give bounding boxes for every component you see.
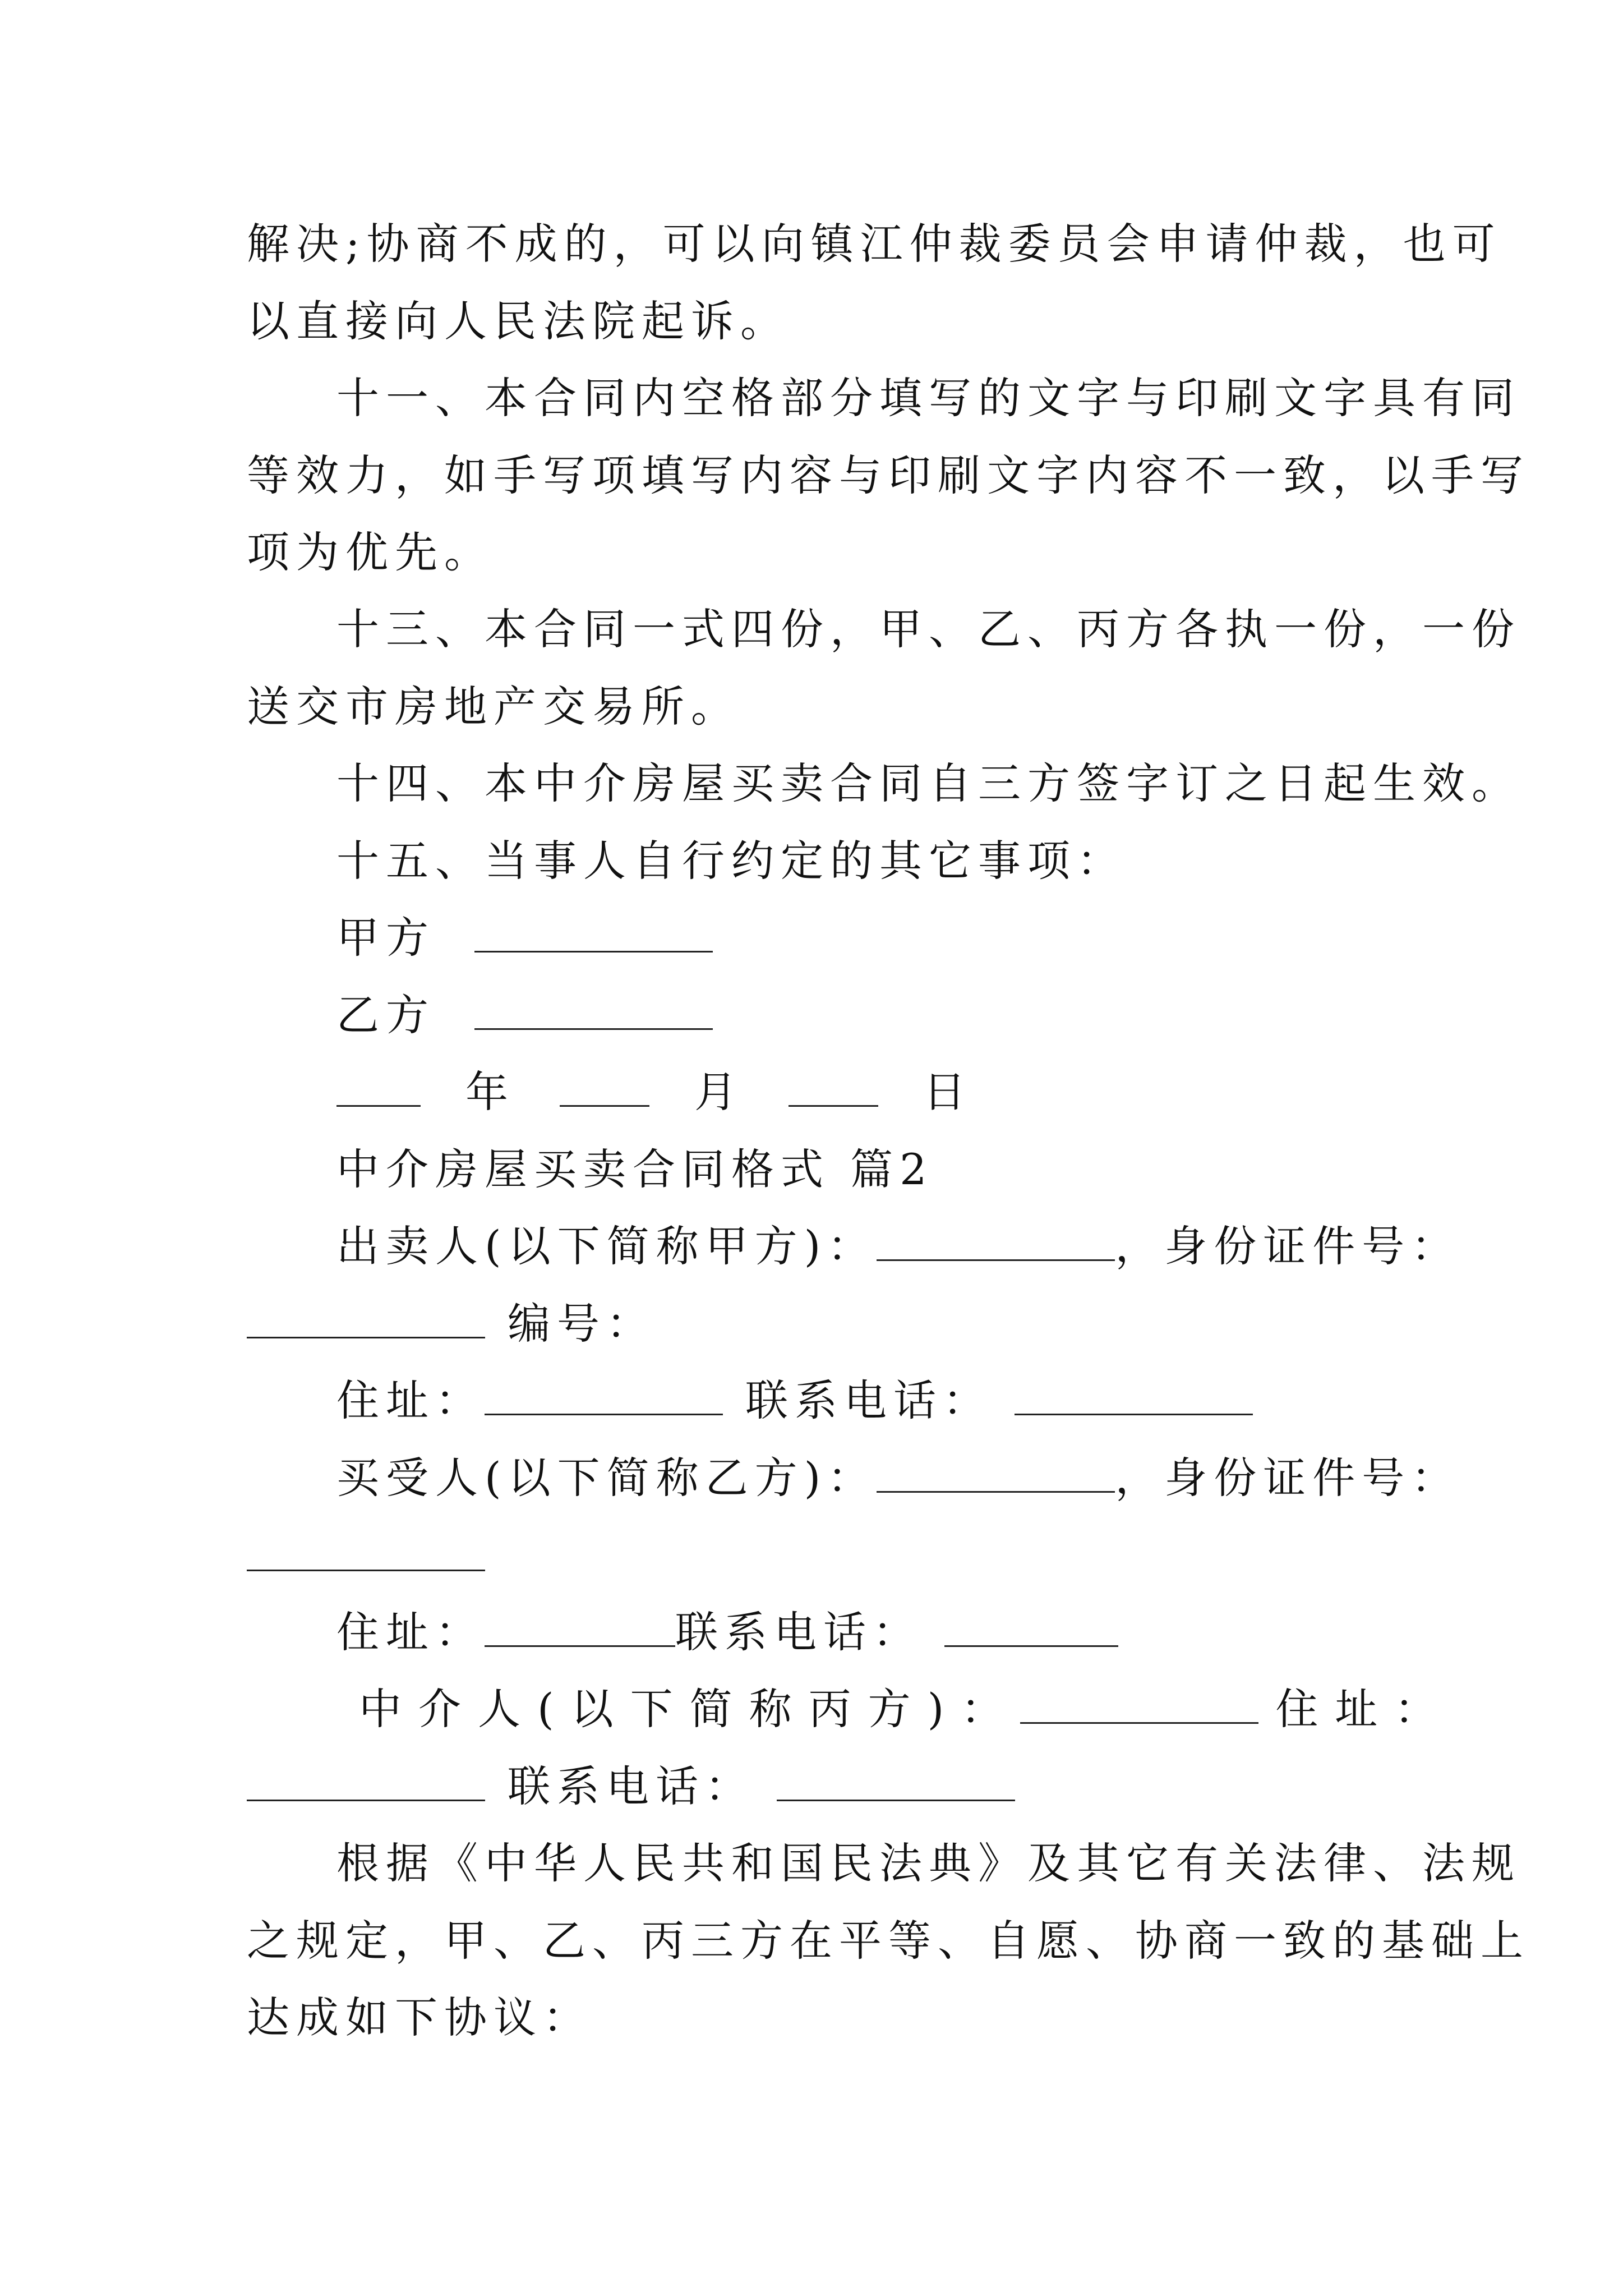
year-label: 年 bbox=[465, 1067, 515, 1117]
address-label: 住址： bbox=[336, 1607, 485, 1657]
seller-phone-field[interactable] bbox=[1015, 1374, 1253, 1415]
buyer-id-row bbox=[247, 1529, 485, 1585]
seller-id-row bbox=[247, 1296, 656, 1352]
day-label: 日 bbox=[923, 1067, 972, 1117]
agent-name-field[interactable] bbox=[1020, 1683, 1258, 1724]
text-line: 等效力，如手写项填写内容与印刷文字内容不一致，以手写 bbox=[247, 450, 1530, 500]
buyer-address-field[interactable] bbox=[485, 1606, 675, 1647]
phone-label: 联系电话： bbox=[508, 1761, 754, 1811]
agent-detail-row bbox=[247, 1759, 1015, 1815]
text-line: 以直接向人民法院起诉。 bbox=[247, 296, 790, 346]
section-title: 中介房屋买卖合同格式 篇2 bbox=[336, 1144, 934, 1194]
party-b-signature-field[interactable] bbox=[474, 989, 713, 1030]
party-a-signature-row bbox=[336, 910, 713, 966]
year-field[interactable] bbox=[336, 1066, 421, 1107]
day-field[interactable] bbox=[789, 1066, 878, 1107]
buyer-row bbox=[336, 1450, 1460, 1506]
text-line: 之规定，甲、乙、丙三方在平等、自愿、协商一致的基础上 bbox=[247, 1916, 1530, 1966]
agent-row bbox=[359, 1681, 1454, 1737]
preamble-line: 根据《中华人民共和国民法典》及其它有关法律、法规 bbox=[336, 1838, 1521, 1888]
agent-label: 中介人(以下简称丙方)： bbox=[359, 1684, 1021, 1734]
text-line: 送交市房地产交易所。 bbox=[247, 682, 740, 731]
text-line: 达成如下协议： bbox=[247, 1993, 592, 2042]
month-label: 月 bbox=[694, 1067, 744, 1117]
id-number-label: ，身份证件号： bbox=[1115, 1221, 1461, 1271]
clause-fourteen: 十四、本中介房屋买卖合同自三方签字订之日起生效。 bbox=[336, 758, 1521, 808]
buyer-phone-field[interactable] bbox=[944, 1606, 1118, 1647]
buyer-address-row bbox=[336, 1604, 1118, 1660]
buyer-name-field[interactable] bbox=[877, 1452, 1115, 1493]
clause-thirteen: 十三、本合同一式四份，甲、乙、丙方各执一份，一份 bbox=[336, 604, 1521, 654]
phone-label: 联系电话： bbox=[745, 1375, 992, 1425]
seller-name-field[interactable] bbox=[877, 1220, 1115, 1261]
seller-id-field[interactable] bbox=[247, 1297, 485, 1338]
party-a-label: 甲方 bbox=[336, 913, 435, 963]
party-b-signature-row bbox=[336, 987, 713, 1043]
buyer-label: 买受人(以下简称乙方)： bbox=[336, 1453, 877, 1503]
agent-address-field[interactable] bbox=[247, 1760, 485, 1801]
id-number-label: ，身份证件号： bbox=[1115, 1453, 1461, 1503]
phone-label: 联系电话： bbox=[675, 1607, 922, 1657]
seller-address-row bbox=[336, 1373, 1253, 1429]
date-row bbox=[336, 1064, 972, 1120]
month-field[interactable] bbox=[560, 1066, 649, 1107]
agent-phone-field[interactable] bbox=[777, 1760, 1015, 1801]
seller-label: 出卖人(以下简称甲方)： bbox=[336, 1221, 877, 1271]
address-label: 住址： bbox=[336, 1375, 485, 1425]
text-line: 项为优先。 bbox=[247, 527, 494, 577]
buyer-id-field[interactable] bbox=[247, 1530, 485, 1571]
clause-fifteen: 十五、当事人自行约定的其它事项： bbox=[336, 836, 1126, 886]
party-a-signature-field[interactable] bbox=[474, 912, 713, 953]
seller-row bbox=[336, 1218, 1460, 1274]
agent-address-label: 住址： bbox=[1275, 1684, 1454, 1734]
seller-address-field[interactable] bbox=[485, 1374, 723, 1415]
clause-eleven: 十一、本合同内空格部分填写的文字与印刷文字具有同 bbox=[336, 373, 1521, 423]
party-b-label: 乙方 bbox=[336, 990, 435, 1040]
serial-label: 编号： bbox=[508, 1299, 656, 1349]
text-line: 解决;协商不成的，可以向镇江仲裁委员会申请仲裁，也可 bbox=[247, 219, 1502, 269]
